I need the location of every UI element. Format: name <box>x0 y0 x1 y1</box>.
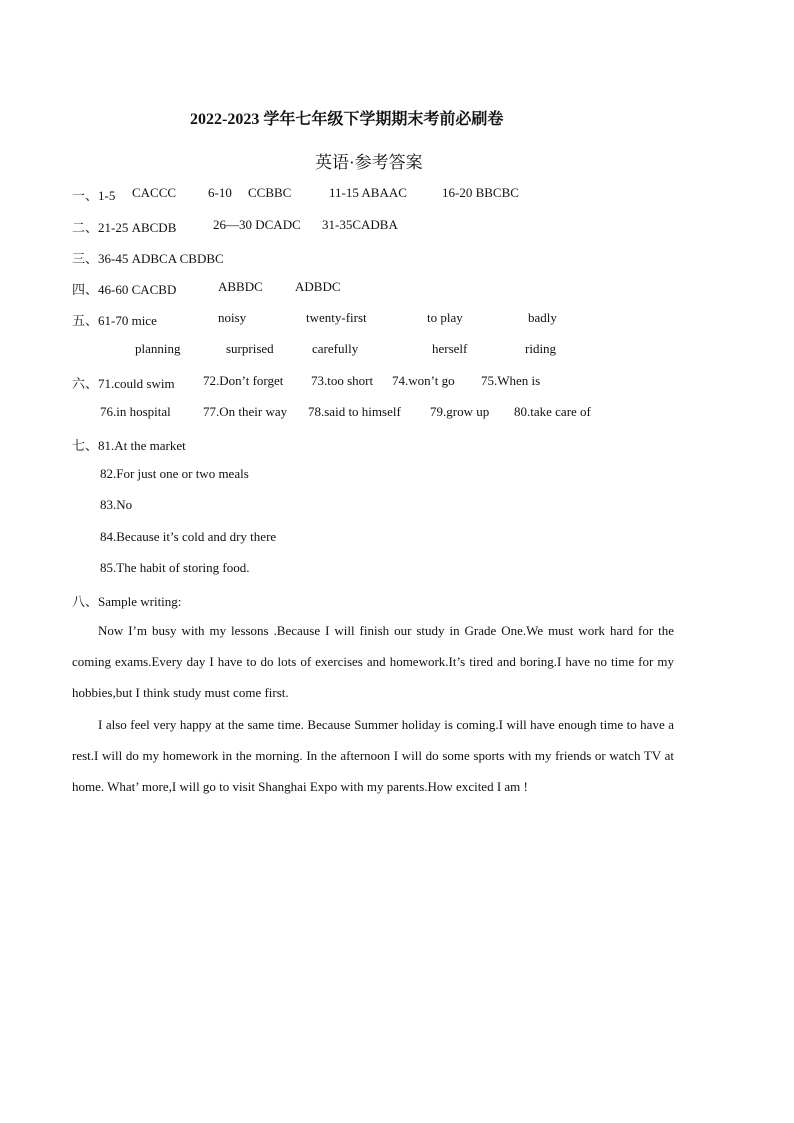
phrase-answer: 74.won’t go <box>392 373 455 388</box>
phrase-answer: 72.Don’t forget <box>203 373 284 388</box>
section-1-label: 一、1-5 <box>72 188 116 203</box>
answer-group: 11-15 ABAAC <box>329 185 407 200</box>
phrase-answer: 73.too short <box>311 373 374 388</box>
answer-group: ABBDC <box>218 279 263 294</box>
phrase-answer: 78.said to himself <box>308 404 401 419</box>
answer-group: 6-10 <box>208 185 232 200</box>
word-answer: badly <box>528 310 557 325</box>
section-6-label: 六、71.could swim <box>72 376 175 391</box>
phrase-answer: 80.take care of <box>514 404 591 419</box>
answer-group: 31-35CADBA <box>322 217 398 232</box>
section-4-label: 四、46-60 CACBD <box>72 282 177 297</box>
word-answer: twenty-first <box>306 310 367 325</box>
answer-group: 26—30 DCADC <box>213 217 301 232</box>
section-2-label: 二、21-25 ABCDB <box>72 220 177 235</box>
word-answer: noisy <box>218 310 247 325</box>
word-answer: to play <box>427 310 463 325</box>
answer-group: ADBDC <box>295 279 341 294</box>
section-7-label: 七、81.At the market <box>72 438 186 453</box>
answer-group: CACCC <box>132 185 177 200</box>
answer-group: CCBBC <box>248 185 292 200</box>
section-3-label: 三、36-45 ADBCA CBDBC <box>72 251 224 266</box>
page-subtitle: 英语·参考答案 <box>315 153 423 172</box>
phrase-answer: 75.When is <box>481 373 541 388</box>
phrase-answer: 79.grow up <box>430 404 490 419</box>
reading-answer: 82.For just one or two meals <box>100 466 249 481</box>
word-answer: herself <box>432 341 468 356</box>
reading-answer: 84.Because it’s cold and dry there <box>100 529 277 544</box>
reading-answer: 83.No <box>100 497 133 512</box>
phrase-answer: 77.On their way <box>203 404 288 419</box>
word-answer: carefully <box>312 341 359 356</box>
word-answer: surprised <box>226 341 274 356</box>
phrase-answer: 76.in hospital <box>100 404 171 419</box>
word-answer: planning <box>135 341 181 356</box>
reading-answer: 85.The habit of storing food. <box>100 560 250 575</box>
page-title: 2022-2023 学年七年级下学期期末考前必刷卷 <box>190 111 504 128</box>
sample-paragraph-2: I also feel very happy at the same time. Because Summer holiday is coming.I will have enough time to have a rest.I will do my homework in the morning. In the afternoon I will do some sports with my friends or watch TV at home. What’ more,I will go to visit Shanghai Expo with my parents.How excited I am ! <box>72 717 674 795</box>
word-answer: riding <box>525 341 557 356</box>
section-5-label: 五、61-70 mice <box>72 313 157 328</box>
section-8-label: 八、Sample writing: <box>72 594 182 609</box>
sample-paragraph-1: Now I’m busy with my lessons .Because I will finish our study in Grade One.We must work hard for the coming exams.Every day I have to do lots of exercises and homework.It’s tired and boring.I have no time for my hobbies,but I think study must come first. <box>72 623 674 701</box>
answer-group: 16-20 BBCBC <box>442 185 519 200</box>
